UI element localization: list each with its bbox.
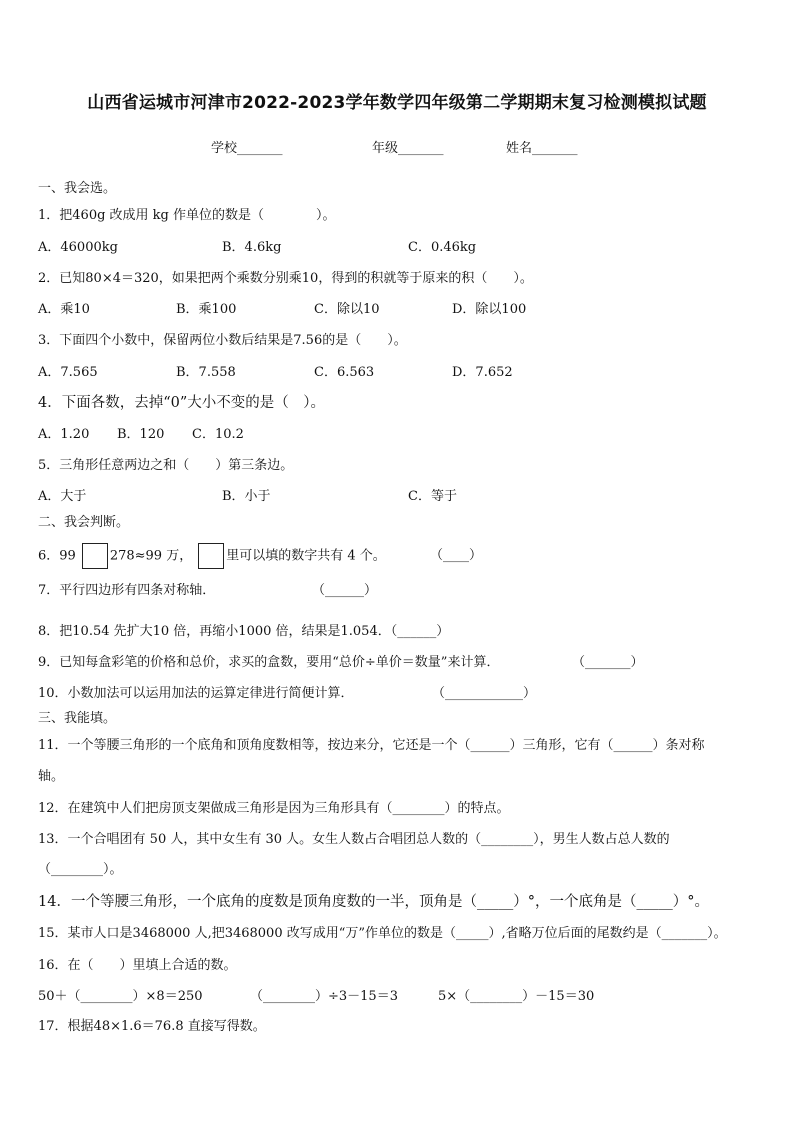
q16-equation-2: （________）÷3－15＝3 (250, 989, 398, 1004)
section-heading-choose: 一、我会选。 (38, 181, 117, 196)
q5-option-c: C．等于 (408, 489, 457, 504)
q6-text-2: 278≈99 万， (109, 548, 193, 564)
question-14: 14．一个等腰三角形，一个底角的度数是顶角度数的一半，顶角是（_____）°，一个底角是（_____）°。 (38, 894, 709, 910)
q6-text-1: 6．99 (38, 548, 76, 564)
question-12: 12．在建筑中人们把房顶支架做成三角形是因为三角形具有（________）的特点。 (38, 801, 510, 816)
question-4: 4．下面各数，去掉“0”大小不变的是（ ）。 (38, 395, 326, 411)
grade-field: 年级_______ (372, 141, 444, 156)
q6-answer-box-2[interactable] (198, 543, 224, 569)
q4-option-a: A．1.20 (38, 427, 90, 442)
q3-option-b: B．7.558 (176, 365, 236, 380)
q1-option-b: B．4.6kg (222, 240, 282, 255)
name-field: 姓名_______ (506, 141, 578, 156)
question-6 (38, 543, 386, 570)
q6-text-3: 里可以填的数字共有 4 个。 (226, 548, 386, 564)
q1-option-c: C．0.46kg (408, 240, 477, 255)
q2-option-d: D．除以100 (452, 302, 527, 317)
q6-answer-box-1[interactable] (82, 543, 108, 569)
q5-option-a: A．大于 (38, 489, 87, 504)
q16-equation-3: 5×（________）－15＝30 (438, 989, 595, 1004)
q2-option-a: A．乘10 (38, 302, 90, 317)
question-9: 9．已知每盒彩笔的价格和总价，求买的盒数，要用“总价÷单价＝数量”来计算． (38, 655, 500, 670)
question-15: 15．某市人口是3468000 人,把3468000 改写成用“万”作单位的数是（_____）,省略万位后面的尾数约是（_______）。 (38, 926, 727, 941)
q3-option-c: C．6.563 (314, 365, 375, 380)
q4-option-c: C．10.2 (192, 427, 244, 442)
section-heading-judge: 二、我会判断。 (38, 515, 130, 530)
q6-judge-blank[interactable]: （____） (430, 548, 483, 563)
question-5: 5．三角形任意两边之和（ ）第三条边。 (38, 458, 294, 473)
page-title: 山西省运城市河津市2022-2023学年数学四年级第二学期期末复习检测模拟试题 (87, 93, 707, 113)
question-13-line-1: 13．一个合唱团有 50 人，其中女生有 30 人。女生人数占合唱团总人数的（________），男生人数占总人数的 (38, 832, 670, 847)
q9-judge-blank[interactable]: （_______） (572, 655, 644, 670)
question-8: 8．把10.54 先扩大10 倍，再缩小1000 倍，结果是1.054．（______） (38, 624, 450, 639)
q2-option-b: B．乘100 (176, 302, 237, 317)
q10-judge-blank[interactable]: （____________） (432, 686, 537, 701)
q5-option-b: B．小于 (222, 489, 271, 504)
question-17: 17．根据48×1.6＝76.8 直接写得数。 (38, 1019, 266, 1034)
question-2: 2．已知80×4＝320，如果把两个乘数分别乘10，得到的积就等于原来的积（ ）。 (38, 271, 533, 286)
q2-option-c: C．除以10 (314, 302, 380, 317)
school-field: 学校_______ (211, 141, 283, 156)
question-10: 10．小数加法可以运用加法的运算定律进行简便计算． (38, 686, 354, 701)
question-3: 3．下面四个小数中，保留两位小数后结果是7.56的是（ ）。 (38, 333, 407, 348)
q1-option-a: A．46000kg (38, 240, 118, 255)
section-heading-fill: 三、我能填。 (38, 711, 117, 726)
q3-option-a: A．7.565 (38, 365, 98, 380)
question-1: 1．把460g 改成用 kg 作单位的数是（ ）。 (38, 208, 336, 223)
question-11-line-2: 轴。 (38, 769, 65, 784)
question-13-line-2: （________）。 (38, 862, 123, 877)
q4-option-b: B．120 (117, 427, 165, 442)
question-11-line-1: 11．一个等腰三角形的一个底角和顶角度数相等，按边来分，它还是一个（______）三角形，它有（______）条对称 (38, 738, 705, 753)
question-7: 7．平行四边形有四条对称轴． (38, 583, 216, 598)
q3-option-d: D．7.652 (452, 365, 513, 380)
question-16: 16．在（ ）里填上合适的数。 (38, 958, 237, 973)
q7-judge-blank[interactable]: （______） (312, 583, 378, 598)
q16-equation-1: 50＋（________）×8＝250 (38, 989, 203, 1004)
